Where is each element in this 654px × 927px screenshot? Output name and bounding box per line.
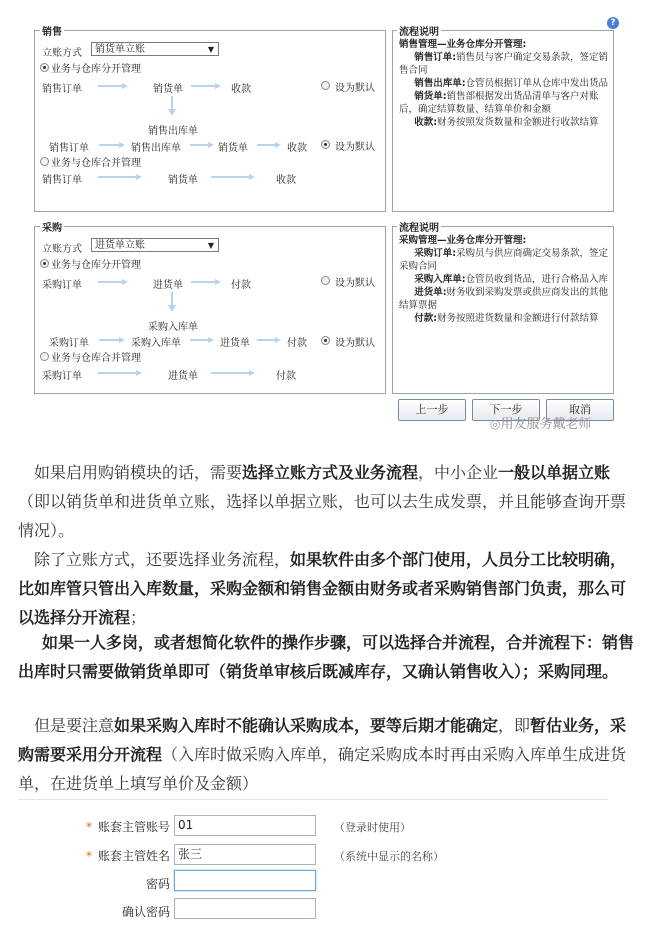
arrow-right-icon xyxy=(257,142,281,148)
sales-method-label: 立账方式 xyxy=(42,48,82,59)
purchase-default-label-2: 设为默认 xyxy=(335,338,375,349)
purchase-flow2-step4: 付款 xyxy=(287,338,307,349)
arrow-right-icon xyxy=(211,174,255,180)
purchase-method-value: 进货单立账 xyxy=(95,240,145,251)
divider xyxy=(18,799,608,800)
sales-note-content xyxy=(399,38,609,129)
arrow-right-icon xyxy=(190,142,214,148)
sales-radio-separate[interactable] xyxy=(40,63,49,72)
article-p2: 除了立账方式，还要选择业务流程，如果软件由多个部门使用，人员分工比较明确，比如库管只管出入库数量，采购金额和销售金额由财务或者采购销售部门负责，那么可以选择分开流程； xyxy=(18,550,627,627)
arrow-right-icon xyxy=(211,370,255,376)
purchase-flow2-step3: 进货单 xyxy=(220,338,250,349)
purchase-note-title: 流程说明 xyxy=(397,219,441,234)
purchase-radio-combined[interactable] xyxy=(40,352,49,361)
sales-flow3-step3: 收款 xyxy=(276,175,296,186)
purchase-radio-combined-label: 业务与仓库合并管理 xyxy=(51,353,141,364)
sales-default-label-2: 设为默认 xyxy=(335,142,375,153)
account-input[interactable]: 01 xyxy=(174,815,316,836)
sales-default-label-1: 设为默认 xyxy=(335,83,375,94)
sales-flow2-step3: 销货单 xyxy=(218,143,248,154)
article-p1: 如果启用购销模块的话，需要选择立账方式及业务流程，中小企业一般以单据立账（即以销货单和进货单立账，选择以单据立账，也可以去生成发票，并且能够查询开票情况）。 xyxy=(18,463,627,540)
account-hint: （登录时使用） xyxy=(334,821,411,834)
purchase-flow1-step3: 付款 xyxy=(231,280,251,291)
purchase-flow3-step3: 付款 xyxy=(276,371,296,382)
arrow-right-icon xyxy=(98,279,128,285)
sales-flow-mid-label: 销售出库单 xyxy=(148,126,198,137)
sales-panel xyxy=(34,30,386,212)
sales-note-item: 销售出库单:仓管员根据订单从仓库中发出货品 xyxy=(414,78,609,89)
sales-radio-combined[interactable] xyxy=(40,157,49,166)
arrow-down-icon xyxy=(168,96,176,120)
sales-note-item: 收款:财务按照发货数量和金额进行收款结算 xyxy=(414,117,599,128)
purchase-flow1-step1: 采购订单 xyxy=(42,280,82,291)
sales-note-item: 销售订单:销售员与客户确定交易条款，签定销售合同 xyxy=(399,52,609,76)
arrow-right-icon xyxy=(191,279,221,285)
purchase-default-radio-2[interactable] xyxy=(321,336,330,345)
account-label: * 账套主管账号 xyxy=(85,820,170,834)
article-p4: 但是要注意如果采购入库时不能确认采购成本，要等后期才能确定，即暂估业务，采购需要采用分开流程（入库时做采购入库单，确定采购成本时再由采购入库单生成进货单，在进货单上填写单价及金额） xyxy=(18,716,627,793)
sales-note-title: 流程说明 xyxy=(397,23,441,38)
purchase-note-item: 进货单:财务收到采购发票或供应商发出的其他结算票据 xyxy=(399,287,609,311)
required-mark: * xyxy=(85,820,92,834)
purchase-radio-separate-label: 业务与仓库分开管理 xyxy=(51,260,141,271)
purchase-note-item: 采购入库单:仓管员收到货品，进行合格品入库 xyxy=(414,274,609,285)
arrow-right-icon xyxy=(99,337,125,343)
arrow-right-icon xyxy=(190,337,214,343)
sales-flow1-step3: 收款 xyxy=(231,84,251,95)
sales-flow2-step1: 销售订单 xyxy=(49,143,89,154)
purchase-default-radio-1[interactable] xyxy=(321,276,330,285)
arrow-down-icon xyxy=(168,292,176,316)
sales-panel-title: 销售 xyxy=(40,23,64,38)
password-input[interactable] xyxy=(174,870,316,891)
purchase-method-select[interactable] xyxy=(91,238,219,252)
confirm-password-label: 确认密码 xyxy=(121,905,170,919)
sales-note-item: 销货单:销售部根据发出货品清单与客户对账后，确定结算数量、结算单价和金额 xyxy=(399,91,599,115)
sales-flow3-step1: 销售订单 xyxy=(42,175,82,186)
prev-button[interactable]: 上一步 xyxy=(398,399,466,421)
confirm-password-input[interactable] xyxy=(174,898,316,919)
sales-default-radio-2[interactable] xyxy=(321,140,330,149)
arrow-right-icon xyxy=(98,174,142,180)
sales-radio-combined-label: 业务与仓库合并管理 xyxy=(51,158,141,169)
cancel-button[interactable]: 取消 xyxy=(546,399,614,421)
purchase-flow3-step1: 采购订单 xyxy=(42,371,82,382)
purchase-default-label-1: 设为默认 xyxy=(335,278,375,289)
sales-flow1-step1: 销售订单 xyxy=(42,84,82,95)
purchase-flow1-step2: 进货单 xyxy=(153,280,183,291)
sales-flow2-step2: 销售出库单 xyxy=(131,143,181,154)
arrow-right-icon xyxy=(98,83,128,89)
purchase-flow2-step2: 采购入库单 xyxy=(131,338,181,349)
purchase-note-heading: 采购管理—业务仓库分开管理: xyxy=(399,235,527,246)
sales-flow3-step2: 销货单 xyxy=(168,175,198,186)
arrow-right-icon xyxy=(99,142,125,148)
purchase-method-label: 立账方式 xyxy=(42,244,82,255)
arrow-right-icon xyxy=(191,83,221,89)
sales-flow2-step4: 收款 xyxy=(287,143,307,154)
purchase-flow2-step1: 采购订单 xyxy=(49,338,89,349)
purchase-note-item: 采购订单:采购员与供应商确定交易条款，签定采购合同 xyxy=(399,248,609,272)
name-hint: （系统中显示的名称） xyxy=(334,850,444,863)
purchase-note-content xyxy=(399,234,609,325)
sales-method-select[interactable] xyxy=(91,42,219,56)
password-label: 密码 xyxy=(145,877,170,891)
sales-radio-separate-label: 业务与仓库分开管理 xyxy=(51,64,141,75)
sales-flow1-step2: 销货单 xyxy=(153,84,183,95)
next-button[interactable]: 下一步 xyxy=(472,399,540,421)
arrow-right-icon xyxy=(98,370,142,376)
purchase-flow3-step2: 进货单 xyxy=(168,371,198,382)
purchase-flow-mid-label: 采购入库单 xyxy=(148,322,198,333)
article-p3: 如果一人多岗，或者想简化软件的操作步骤，可以选择合并流程，合并流程下：销售出库时只需要做销货单即可（销货单审核后既减库存，又确认销售收入）；采购同理。 xyxy=(18,633,635,681)
name-input[interactable]: 张三 xyxy=(174,844,316,865)
chevron-down-icon: ▼ xyxy=(207,45,214,54)
purchase-panel-title: 采购 xyxy=(40,219,64,234)
arrow-right-icon xyxy=(257,337,281,343)
name-label: * 账套主管姓名 xyxy=(85,849,170,863)
sales-default-radio-1[interactable] xyxy=(321,81,330,90)
sales-method-value: 销货单立账 xyxy=(95,44,145,55)
purchase-note-item: 付款:财务按照进货数量和金额进行付款结算 xyxy=(414,313,599,324)
watermark: ◎用友服务戴老师 xyxy=(490,417,592,432)
sales-note-heading: 销售管理—业务仓库分开管理: xyxy=(399,39,527,50)
wechat-icon: ◎ xyxy=(490,417,501,431)
purchase-radio-separate[interactable] xyxy=(40,259,49,268)
chevron-down-icon: ▼ xyxy=(207,241,214,250)
required-mark: * xyxy=(85,849,92,863)
help-icon[interactable]: ? xyxy=(607,17,619,29)
